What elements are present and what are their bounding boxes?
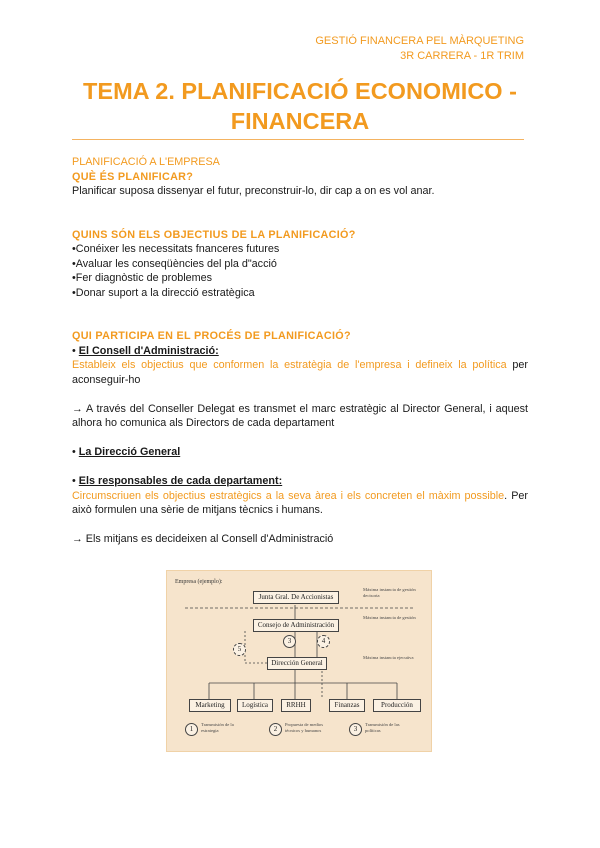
- title-line-1: TEMA 2. PLANIFICACIÓ ECONOMICO -: [83, 78, 517, 104]
- highlight-text: Estableix els objectius que conformen la estratègia de l'empresa i defineix la política: [72, 359, 507, 371]
- section-heading: PLANIFICACIÓ A L'EMPRESA: [72, 156, 220, 168]
- direccio-title: La Direcció General: [78, 446, 181, 458]
- legend-note: Transmisión de las políticas: [365, 722, 400, 733]
- diagram-caption: Empresa (ejemplo):: [175, 579, 223, 585]
- highlight-text: Circumscriuen els objectius estratègics a la seva àrea i els concreten el màxim possible: [72, 489, 505, 502]
- document-header: [315, 34, 524, 64]
- department-box: Finanzas: [329, 699, 365, 712]
- direccion-box: Dirección General: [267, 657, 327, 670]
- department-box: RRHH: [281, 699, 311, 712]
- resp-item: • Els responsables de cada departament:: [72, 475, 283, 487]
- step-number: 5: [233, 643, 246, 656]
- department-box: Producción: [373, 699, 421, 712]
- paragraph: → Els mitjans es decideixen al Consell d'Administració: [72, 533, 334, 545]
- side-label: Máxima instancia de gestión: [363, 615, 416, 620]
- page-title: [60, 76, 540, 136]
- course-name: GESTIÓ FINANCERA PEL MÀRQUETING: [315, 35, 524, 47]
- document-body: [72, 155, 528, 547]
- legend-note: Propuesta de medios técnicos y humanos: [285, 722, 324, 733]
- step-number: 3: [283, 635, 296, 648]
- department-box: Logística: [237, 699, 273, 712]
- legend-note: Transmisión de la estrategia: [201, 722, 234, 733]
- title-line-2: FINANCERA: [230, 108, 370, 134]
- paragraph: Circumscriuen els objectius estratègics a la seva àrea i els concreten el màxim possible. Per això formulen una sèrie de mitjans tècnics i humans.: [72, 489, 528, 516]
- list-item: • Avaluar les conseqüències del pla d"acció: [72, 257, 528, 272]
- step-number: 4: [317, 635, 330, 648]
- consell-title: El Consell d'Administració:: [78, 344, 219, 357]
- course-term: 3R CARRERA - 1R TRIM: [400, 50, 524, 62]
- list-item: • Conéixer les necessitats fnanceres futures: [72, 242, 528, 257]
- question-heading: QUÈ ÉS PLANIFICAR?: [72, 170, 194, 183]
- consejo-box: Consejo de Administración: [253, 619, 339, 632]
- step-number: 2: [269, 723, 282, 736]
- paragraph: Planificar suposa dissenyar el futur, preconstruir-lo, dir cap a on es vol anar.: [72, 185, 435, 197]
- direccio-item: • La Direcció General: [72, 446, 181, 458]
- department-box: Marketing: [189, 699, 231, 712]
- side-label: Máxima instancia de gestión decisoria: [363, 587, 416, 598]
- org-chart-figure: [166, 570, 432, 752]
- side-label: Máxima instancia ejecutiva: [363, 655, 414, 660]
- junta-box: Junta Gral. De Accionistas: [253, 591, 339, 604]
- step-number: 1: [185, 723, 198, 736]
- question-heading: QUI PARTICIPA EN EL PROCÉS DE PLANIFICACIÓ?: [72, 330, 351, 342]
- step-number: 3: [349, 723, 362, 736]
- consell-item: • El Consell d'Administració:: [72, 344, 219, 357]
- paragraph: → A través del Conseller Delegat es transmet el marc estratègic al Director General, i aquest alhora ho comunica als Directors de cada departament: [72, 402, 528, 429]
- paragraph: Estableix els objectius que conformen la estratègia de l'empresa i defineix la política per aconseguir-ho: [72, 359, 528, 386]
- resp-title: Els responsables de cada departament:: [78, 475, 283, 487]
- question-heading: QUINS SÓN ELS OBJECTIUS DE LA PLANIFICACIÓ?: [72, 228, 356, 241]
- list-item: • Fer diagnòstic de problemes: [72, 271, 528, 286]
- objectives-list: [72, 242, 528, 300]
- list-item: • Donar suport a la direcció estratègica: [72, 286, 528, 301]
- title-divider: [72, 139, 524, 140]
